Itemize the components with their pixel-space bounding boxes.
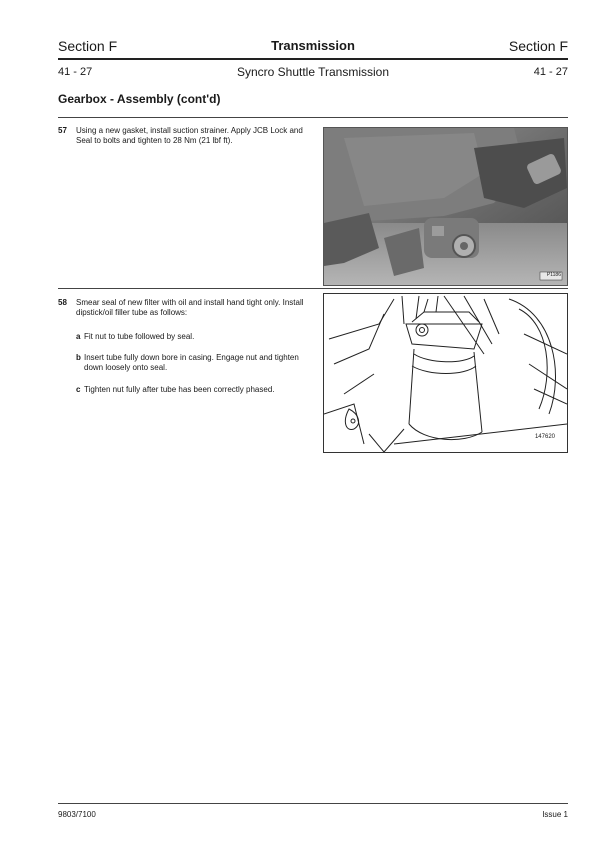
header-rule: [58, 58, 568, 60]
step-57: [58, 126, 314, 146]
strainer-photo-art: [324, 128, 567, 285]
footer-rule: [58, 803, 568, 804]
issue-label: Issue 1: [542, 810, 568, 819]
step-58: [58, 298, 314, 318]
oil-filter-drawing: [323, 293, 568, 453]
section-title: Gearbox - Assembly (cont'd): [58, 92, 221, 106]
step-text: Using a new gasket, install suction strainer. Apply JCB Lock and Seal to bolts and tighten to 28 Nm (21 lbf ft).: [76, 126, 303, 145]
document-number: 9803/7100: [58, 810, 96, 819]
substep-a: [76, 332, 306, 342]
substep-text: Insert tube fully down bore in casing. Engage nut and tighten down loosely onto seal.: [84, 353, 299, 372]
page-number-left: 41 - 27: [58, 66, 93, 78]
substep-text: Fit nut to tube followed by seal.: [84, 332, 195, 341]
page-number-right: 41 - 27: [533, 66, 568, 78]
page-header: [58, 36, 568, 58]
step-number: 58: [58, 298, 67, 307]
section-label-right: Section F: [508, 38, 568, 54]
step-separator-rule: [58, 288, 568, 289]
substep-text: Tighten nut fully after tube has been correctly phased.: [84, 385, 275, 394]
step-number: 57: [58, 126, 67, 135]
substep-letter: c: [76, 385, 81, 394]
substep-c: [76, 385, 306, 395]
substep-b: [76, 353, 306, 373]
photo-figure-label: P1186: [546, 272, 561, 278]
step-text: Smear seal of new filter with oil and install hand tight only. Install dipstick/oil filler tube as follows:: [76, 298, 304, 317]
drawing-figure-label: 147620: [534, 434, 555, 440]
chapter-title: Transmission: [271, 38, 355, 53]
filter-line-drawing: [324, 294, 567, 452]
section-rule: [58, 117, 568, 118]
substep-letter: a: [76, 332, 81, 341]
section-label-left: Section F: [58, 38, 118, 54]
suction-strainer-photo: [323, 127, 568, 286]
page-subtitle: Syncro Shuttle Transmission: [236, 65, 390, 79]
substep-letter: b: [76, 353, 81, 362]
